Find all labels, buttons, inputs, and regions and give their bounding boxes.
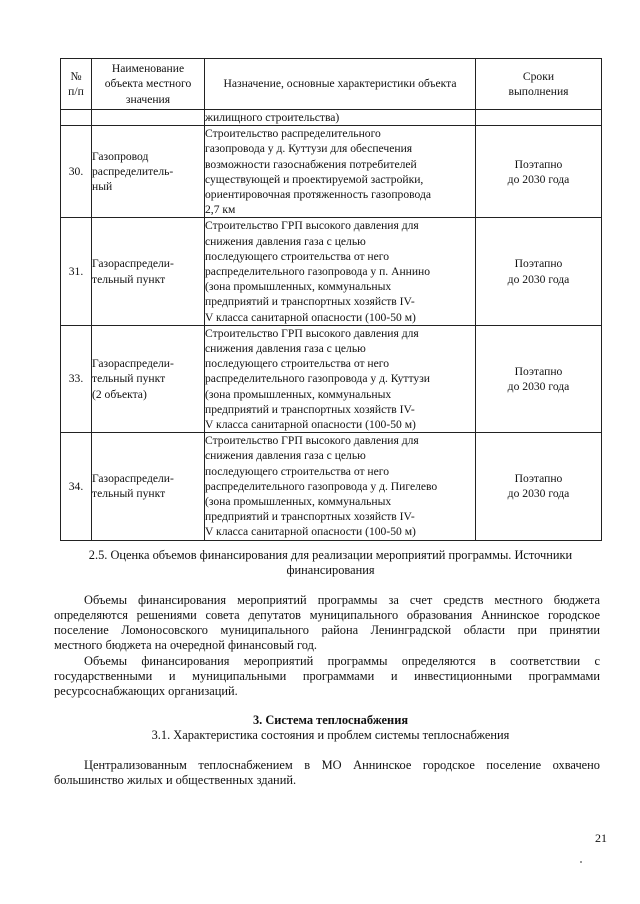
row-object-name: Газораспредели- тельный пункт <box>92 218 205 325</box>
row-terms: Поэтапно до 2030 года <box>476 325 602 432</box>
header-terms: Сроки выполнения <box>476 59 602 110</box>
table-row-continuation <box>61 110 602 126</box>
row-description: Строительство ГРП высокого давления для снижения давления газа с целью последующего строительства от него распределительного газопровода у д. Пигелево (зона промышленных, коммунальных предприятий и транспортных хозяйств IV- V класса санитарной опасности (100-50 м) <box>205 433 476 540</box>
row-terms: Поэтапно до 2030 года <box>476 218 602 325</box>
section-2-5-heading: 2.5. Оценка объемов финансирования для реализации мероприятий программы. Источники финансирования <box>88 548 573 578</box>
table-header-row <box>61 59 602 110</box>
row-description: Строительство ГРП высокого давления для снижения давления газа с целью последующего строительства от него распределительного газопровода у д. Куттузи (зона промышленных, коммунальных предприятий и транспортных хозяйств IV- V класса санитарной опасности (100-50 м) <box>205 325 476 432</box>
scan-speck <box>580 861 582 863</box>
section-3-title: 3. Система теплоснабжения <box>252 713 409 727</box>
continuation-text: жилищного строительства) <box>205 110 476 126</box>
row-number: 31. <box>61 218 92 325</box>
header-object-name: Наименование объекта местного значения <box>92 59 205 110</box>
row-description: Строительство распределительного газопровода у д. Куттузи для обеспечения возможности газоснабжения потребителей существующей и проектируемой застройки, ориентировочная протяженность газопровода 2,7 км <box>205 126 476 218</box>
row-object-name: Газораспредели- тельный пункт <box>92 433 205 540</box>
objects-table <box>60 58 602 541</box>
row-number: 33. <box>61 325 92 432</box>
page-number: 21 <box>595 831 607 845</box>
row-object-name: Газопровод распределитель- ный <box>92 126 205 218</box>
header-description: Назначение, основные характеристики объекта <box>205 59 476 110</box>
section-3-1-subtitle: 3.1. Характеристика состояния и проблем системы теплоснабжения <box>151 728 510 742</box>
header-number: № п/п <box>61 59 92 110</box>
row-number: 34. <box>61 433 92 540</box>
row-terms: Поэтапно до 2030 года <box>476 433 602 540</box>
table-row <box>61 433 602 540</box>
table-row <box>61 126 602 218</box>
document-page: № п/п Наименование объекта местного значения Назначение, основные характеристики объекта Сроки выполнения жилищного строительства) 30. Газопровод распределитель- ный Строительство распределительного газопровода у д. Куттузи для обеспечения возможности газоснабжения потребителей существующей и проектируемой застройки, ориентировочная протяженность газопровода 2,7 км Поэтапно до 2030 года 31. Газораспредели- тельный пункт Строительство ГРП высокого давления для снижения давления газа с целью последующего строительства от него распределительного газопровода у п. Аннино (зона промышленных, коммунальных предприятий и транспортных хозяйств IV- V класса санитарной опасности (100-50 м) Поэтапно до 2030 года 33. Газораспредели- тельный пункт (2 объекта) Строительство ГРП высокого давления для снижения давления газа с целью последующего строительства от него распределительного газопровода у д. Куттузи (зона промышленных, коммунальных предприятий и транспортных хозяйств IV- V класса санитарной опасности (100-50 м) Поэтапно до 2030 года 34. Газораспредели- тельный пункт Строительство ГРП высокого давления для снижения давления газа с целью последующего строительства от него распределительного газопровода у д. Пигелево (зона промышленных, коммунальных предприятий и транспортных хозяйств IV- V класса санитарной опасности (100-50 м) Поэтапно до 2030 года 2.5. Оценка объемов финансирования для реализации мероприятий программы. Источники финансирования Объемы финансирования мероприятий программы за счет средств местного бюджета определяются решениями совета депутатов муниципального образования Аннинское городское поселение Ломоносовского муниципального района Ленинградской области при принятии местного бюджета на очередной финансовый год. Объемы финансирования мероприятий программы определяются в соответствии с государственными и муниципальными программами и инвестиционными программами ресурсоснабжающих организаций. 3. Система теплоснабжения 3.1. Характеристика состояния и проблем системы теплоснабжения Централизованным теплоснабжением в МО Аннинское городское поселение охвачено большинство жилых и общественных зданий. 21 <box>0 0 640 904</box>
row-number: 30. <box>61 126 92 218</box>
row-terms: Поэтапно до 2030 года <box>476 126 602 218</box>
row-object-name: Газораспредели- тельный пункт (2 объекта) <box>92 325 205 432</box>
row-description: Строительство ГРП высокого давления для снижения давления газа с целью последующего строительства от него распределительного газопровода у п. Аннино (зона промышленных, коммунальных предприятий и транспортных хозяйств IV- V класса санитарной опасности (100-50 м) <box>205 218 476 325</box>
table-row <box>61 218 602 325</box>
table-row <box>61 325 602 432</box>
